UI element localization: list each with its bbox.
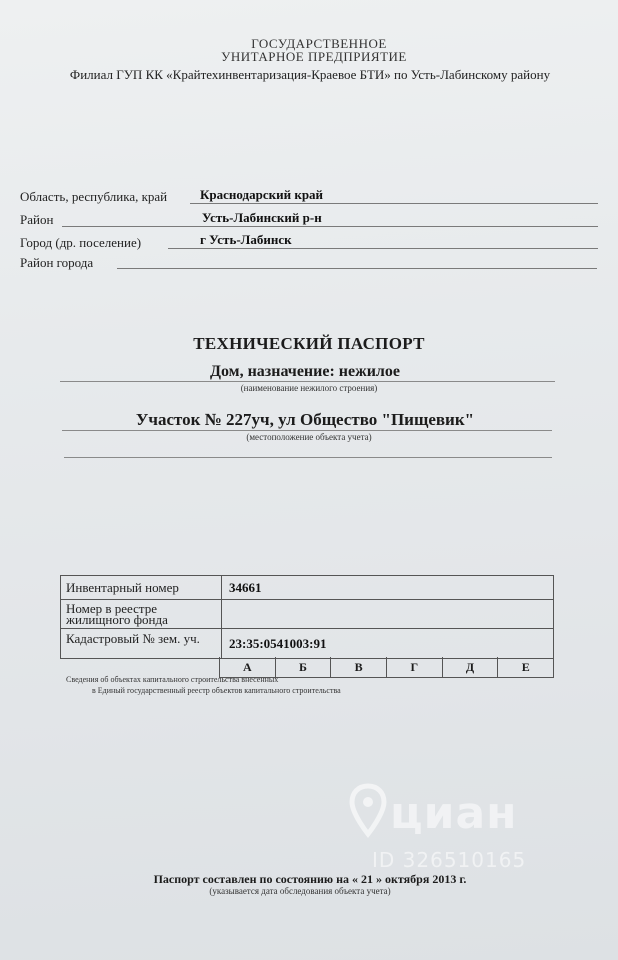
passport-date-caption: (указывается дата обследования объекта учета)	[209, 886, 391, 896]
org-line-2: УНИТАРНОЕ ПРЕДПРИЯТИЕ	[221, 49, 407, 64]
branch-name: Филиал ГУП КК «Крайтехинвентаризация-Краевое БТИ» по Усть-Лабинскому району	[69, 67, 551, 82]
field-region-line	[190, 203, 598, 204]
map-pin-icon	[348, 782, 388, 842]
watermark	[340, 780, 570, 880]
purpose-underline	[60, 381, 555, 382]
passport-date: Паспорт составлен по состоянию на « 21 » октября 2013 г.	[153, 872, 467, 886]
registry-number-label-1: Номер в реестре	[66, 601, 158, 616]
org-line-1: ГОСУДАРСТВЕННОЕ	[251, 36, 387, 51]
inventory-number-label: Инвентарный номер	[66, 580, 179, 595]
field-district-label: Район	[20, 212, 54, 227]
table-row	[61, 576, 553, 600]
cadastral-number-value: 23:35:0541003:91	[229, 636, 327, 651]
registry-note-line-1: Сведения об объектах капитального строительства внесенных	[66, 675, 279, 684]
field-city-label: Город (др. поселение)	[20, 235, 142, 250]
field-city-value: г Усть-Лабинск	[200, 232, 292, 247]
object-location: Участок № 227уч, ул Общество "Пищевик"	[135, 410, 475, 429]
watermark-id: ID 326510165	[372, 848, 527, 872]
field-district-value: Усть-Лабинский р-н	[202, 210, 322, 225]
field-district-line	[62, 226, 598, 227]
letter-cell: А	[220, 657, 276, 677]
field-region-value: Краснодарский край	[200, 187, 324, 202]
table-row	[61, 600, 553, 629]
registry-number-label-2: жилищного фонда	[66, 612, 168, 627]
letter-cell: Е	[521, 660, 530, 674]
object-purpose: Дом, назначение: нежилое	[209, 363, 401, 380]
table-row	[61, 629, 553, 657]
blank-line	[64, 457, 552, 458]
letter-cell: В	[331, 657, 387, 677]
field-city-line	[168, 248, 598, 249]
registry-table	[60, 575, 554, 659]
location-caption: (местоположение объекта учета)	[246, 432, 372, 442]
letter-cell: Д	[443, 657, 499, 677]
inventory-number-value: 34661	[229, 580, 262, 595]
registry-note-line-2: в Единый государственный реестр объектов капитального строительства	[92, 686, 341, 695]
purpose-caption: (наименование нежилого строения)	[240, 383, 378, 393]
letter-cell: Б	[276, 657, 332, 677]
letter-cell: Г	[387, 657, 443, 677]
location-underline	[62, 430, 552, 431]
document-title: ТЕХНИЧЕСКИЙ ПАСПОРТ	[193, 334, 425, 353]
field-city-district-line	[117, 268, 597, 269]
watermark-text: циан	[390, 788, 518, 839]
field-city-district-label: Район города	[20, 255, 94, 270]
field-region-label: Область, республика, край	[20, 189, 168, 204]
cadastral-number-label: Кадастровый № зем. уч.	[66, 631, 200, 646]
